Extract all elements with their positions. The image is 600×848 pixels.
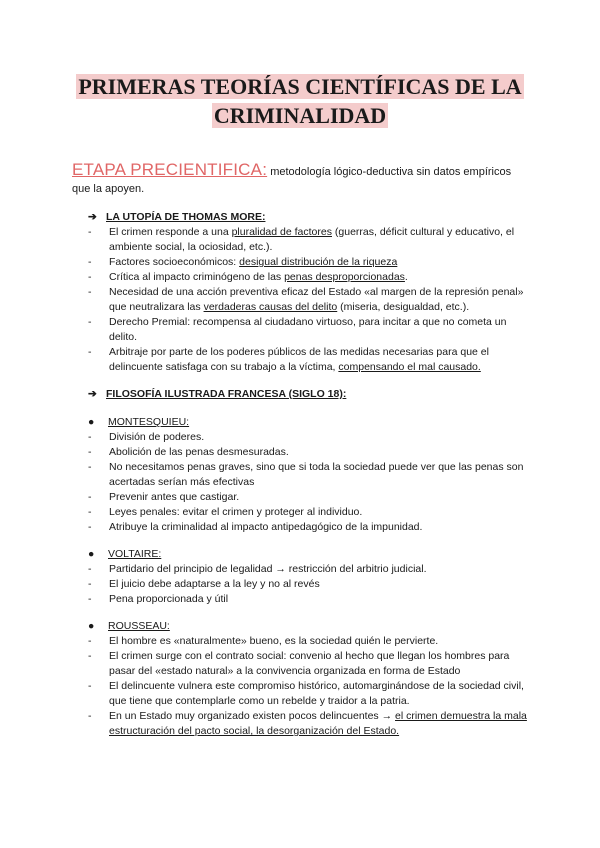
list-item: - El juicio debe adaptarse a la ley y no al revés bbox=[88, 578, 320, 590]
dash-icon: - bbox=[88, 256, 92, 268]
underlined-text: pluralidad de factores bbox=[231, 226, 332, 238]
underlined-text: verdaderas causas del delito bbox=[203, 301, 338, 313]
bullet-icon: ● bbox=[88, 416, 95, 428]
list-rousseau bbox=[88, 634, 528, 739]
dash-icon: - bbox=[88, 491, 92, 503]
list-item: - Atribuye la criminalidad al impacto antipedagógico de la impunidad. bbox=[88, 521, 423, 533]
intro-paragraph bbox=[72, 161, 532, 198]
dash-icon: - bbox=[88, 593, 92, 605]
list-item: - El crimen surge con el contrato social: convenio al hecho que llegan los hombres para pasar del «estado natural» a la convivencia organizada en forma de Estado bbox=[88, 650, 510, 677]
dash-icon: - bbox=[88, 680, 92, 692]
dash-icon: - bbox=[88, 578, 92, 590]
list-item: - El crimen responde a una pluralidad de factores (guerras, déficit cultural y educativo, el ambiente social, la ociosidad, etc.). bbox=[88, 226, 515, 253]
intro-label: ETAPA PRECIENTIFICA: bbox=[72, 160, 268, 179]
bullet-icon: ● bbox=[88, 548, 95, 560]
document-title-line-1: PRIMERAS TEORÍAS CIENTÍFICAS DE LA bbox=[78, 74, 522, 99]
list-item: - Arbitraje por parte de los poderes públicos de las medidas necesarias para que el delincuente satisfaga con su trabajo a la víctima, compensando el mal causado. bbox=[88, 346, 489, 373]
list-item: - Prevenir antes que castigar. bbox=[88, 491, 240, 503]
list-item: - Derecho Premial: recompensa al ciudadano virtuoso, para incitar a que no cometa un delito. bbox=[88, 316, 507, 343]
dash-icon: - bbox=[88, 506, 92, 518]
list-item: - Necesidad de una acción preventiva eficaz del Estado «al margen de la represión penal» que neutralizara las verdaderas causas del delito (miseria, desigualdad, etc.). bbox=[88, 286, 524, 313]
list-voltaire bbox=[88, 562, 528, 607]
dash-icon: - bbox=[88, 563, 92, 575]
dash-icon: - bbox=[88, 710, 92, 722]
arrow-icon: ➔ bbox=[88, 388, 97, 400]
list-item: - El hombre es «naturalmente» bueno, es la sociedad quién le pervierte. bbox=[88, 635, 439, 647]
subsection-rousseau: ● ROUSSEAU: bbox=[88, 620, 170, 632]
dash-icon: - bbox=[88, 286, 92, 298]
arrow-icon: ➔ bbox=[88, 211, 97, 223]
dash-icon: - bbox=[88, 431, 92, 443]
list-item: - Abolición de las penas desmesuradas. bbox=[88, 446, 289, 458]
list-montesquieu bbox=[88, 430, 528, 535]
dash-icon: - bbox=[88, 316, 92, 328]
list-item: - División de poderes. bbox=[88, 431, 205, 443]
dash-icon: - bbox=[88, 271, 92, 283]
list-item: - Partidario del principio de legalidad → restricción del arbitrio judicial. bbox=[88, 563, 427, 575]
list-item: - En un Estado muy organizado existen pocos delincuentes → el crimen demuestra la mala estructuración del pacto social, la desorganización del Estado. bbox=[88, 710, 527, 737]
section-heading-thomas-more: ➔ LA UTOPÍA DE THOMAS MORE: bbox=[88, 211, 266, 223]
document-title-line-2: CRIMINALIDAD bbox=[213, 103, 387, 128]
list-item: - Leyes penales: evitar el crimen y proteger al individuo. bbox=[88, 506, 363, 518]
section-heading-filosofia-ilustrada: ➔ FILOSOFÍA ILUSTRADA FRANCESA (SIGLO 18): bbox=[88, 388, 347, 400]
underlined-text: desigual distribución de la riqueza bbox=[239, 256, 398, 268]
bullet-icon: ● bbox=[88, 620, 95, 632]
dash-icon: - bbox=[88, 461, 92, 473]
dash-icon: - bbox=[88, 650, 92, 662]
dash-icon: - bbox=[88, 226, 92, 238]
list-item: - Crítica al impacto criminógeno de las penas desproporcionadas. bbox=[88, 271, 408, 283]
dash-icon: - bbox=[88, 346, 92, 358]
list-item: - Pena proporcionada y útil bbox=[88, 593, 229, 605]
subsection-montesquieu: ● MONTESQUIEU: bbox=[88, 416, 190, 428]
subsection-voltaire: ● VOLTAIRE: bbox=[88, 548, 162, 560]
underlined-text: el crimen demuestra la mala estructuración del pacto social, la desorganización del Estado. bbox=[109, 710, 527, 737]
list-item: - Factores socioeconómicos: desigual distribución de la riqueza bbox=[88, 256, 398, 268]
dash-icon: - bbox=[88, 635, 92, 647]
underlined-text: compensando el mal causado. bbox=[338, 361, 481, 373]
list-item: - El delincuente vulnera este compromiso histórico, automarginándose de la sociedad civil, que tiene que contemplarle como un rebelde y traidor a la patria. bbox=[88, 680, 524, 707]
dash-icon: - bbox=[88, 446, 92, 458]
dash-icon: - bbox=[88, 521, 92, 533]
list-item: - No necesitamos penas graves, sino que si toda la sociedad puede ver que las penas son acertadas serían más efectivas bbox=[88, 461, 524, 488]
intro-text: metodología lógico-deductiva sin datos empíricos que la apoyen. bbox=[72, 166, 512, 195]
list-thomas-more bbox=[88, 225, 528, 375]
underlined-text: penas desproporcionadas bbox=[284, 271, 405, 283]
